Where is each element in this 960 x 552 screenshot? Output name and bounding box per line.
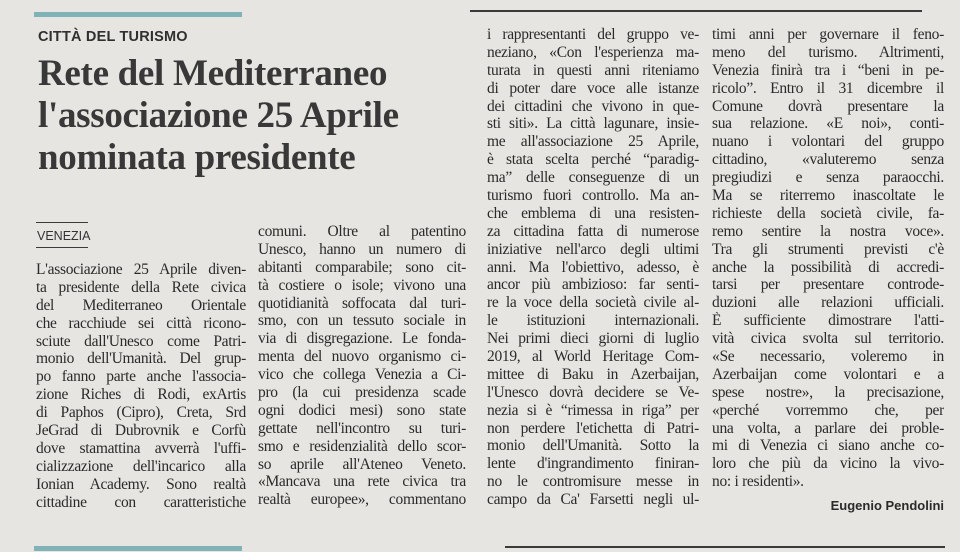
headline-line: l'associazione 25 Aprile (38, 95, 399, 136)
article-line: meno del turismo. Altrimenti, (712, 43, 944, 61)
article-line: via di disgregazione. Le fonda- (258, 330, 466, 348)
bottom-divider (505, 546, 945, 548)
article-line: Unesco, hanno un numero di (258, 240, 466, 258)
article-line: ta presidente della Rete civica (36, 278, 246, 296)
top-divider (470, 10, 922, 12)
article-column-1 (36, 261, 246, 511)
article-line: me all'associazione 25 Aprile, (487, 133, 699, 151)
article-line: turata in questi anni riteniamo (487, 61, 699, 79)
article-line: L'associazione 25 Aprile diven- (36, 261, 246, 278)
article-line: cittadine con caratteristiche (36, 493, 246, 511)
article-line: lente d'ingrandimento finiran- (487, 455, 699, 473)
article-line: del Mediterraneo Orientale (36, 296, 246, 314)
article-line: tà costiere o isole; vivono una (258, 276, 466, 294)
article-line: turismo fuori controllo. Ma an- (487, 187, 699, 205)
article-column-4 (712, 26, 944, 491)
section-kicker: CITTÀ DEL TURISMO (38, 29, 188, 45)
article-line: no le contromisure messe in (487, 473, 699, 491)
headline-line: nominata presidente (38, 137, 356, 178)
article-line: anche la possibilità di accredi- (712, 258, 944, 276)
article-line: Nei primi dieci giorni di luglio (487, 330, 699, 348)
article-line: di Paphos (Cipro), Creta, Srd (36, 404, 246, 422)
article-line: cializzazione dell'incarico alla (36, 457, 246, 475)
article-line: mi di Venezia ci siano anche co- (712, 437, 944, 455)
article-line: ancor più ambizioso: far senti- (487, 276, 699, 294)
article-line: iniziative nell'arco degli ultimi (487, 240, 699, 258)
section-accent-bar (34, 12, 242, 17)
article-line: menta del nuovo organismo ci- (258, 348, 466, 366)
article-line: richieste della società civile, fa- (712, 204, 944, 222)
article-line: dei cittadini che vivono in que- (487, 97, 699, 115)
article-line: Venezia finirà tra i “beni in pe- (712, 61, 944, 79)
article-line: remo sentire la nostra voce». (712, 222, 944, 240)
article-line: i rappresentanti del gruppo ve- (487, 26, 699, 43)
article-line: campo da Ca' Farsetti negli ul- (487, 491, 699, 509)
article-line: che racchiude sei città ricono- (36, 314, 246, 332)
article-line: comuni. Oltre al patentino (258, 223, 466, 240)
article-line: loro che più da vicino la vivo- (712, 455, 944, 473)
article-line: ricolo”. Entro il 31 dicembre il (712, 79, 944, 97)
article-line: dove stamattina avverrà l'uffi- (36, 439, 246, 457)
article-line: duzioni alle relazioni ufficiali. (712, 294, 944, 312)
headline-line: Rete del Mediterraneo (38, 53, 388, 94)
article-line: monio dell'Umanità. Sotto la (487, 437, 699, 455)
article-line: «Se necessario, voleremo in (712, 348, 944, 366)
article-line: zione Riches di Rodi, exArtis (36, 386, 246, 404)
article-line: Azerbaijan come volontari e a (712, 365, 944, 383)
article-line: di poter dare voce alle istanze (487, 79, 699, 97)
article-line: JeGrad di Dubrovnik e Corfù (36, 422, 246, 440)
dateline: VENEZIA (37, 229, 91, 243)
article-line: che emblema di una resisten- (487, 204, 699, 222)
bottom-accent-bar (34, 546, 242, 551)
article-line: ma” delle conseguenze di un (487, 169, 699, 187)
article-line: È sufficiente dimostrare l'atti- (712, 312, 944, 330)
article-line: mittee di Baku in Azerbaijan, (487, 365, 699, 383)
article-line: smo e residenzialità dello scor- (258, 437, 466, 455)
article-line: spese nostre», la precisazione, (712, 383, 944, 401)
article-line: una volta, a parlare dei proble- (712, 419, 944, 437)
article-line: Ma se riterremo inascoltate le (712, 187, 944, 205)
article-line: sua relazione. «E noi», conti- (712, 115, 944, 133)
article-line: realtà europee», commentano (258, 491, 466, 509)
article-line: abitanti comparabile; sono cit- (258, 258, 466, 276)
article-line: no: i residenti». (712, 473, 804, 491)
byline: Eugenio Pendolini (830, 498, 944, 513)
article-line: re la voce della società civile al- (487, 294, 699, 312)
article-line: l'Unesco dovrà decidere se Ve- (487, 383, 699, 401)
article-line: è stata scelta perché “paradig- (487, 151, 699, 169)
article-line: nezia si è “rimessa in riga” per (487, 401, 699, 419)
article-line: timi anni per governare il feno- (712, 26, 944, 43)
article-line: ogni dodici mesi) sono state (258, 401, 466, 419)
article-line: gettate nell'incontro su turi- (258, 419, 466, 437)
article-line: neziano, «Con l'esperienza ma- (487, 43, 699, 61)
article-line: «perché vorremmo che, per (712, 401, 944, 419)
article-line: vità civica svolta sul territorio. (712, 330, 944, 348)
article-line: anni. Ma l'obiettivo, adesso, è (487, 258, 699, 276)
article-line: pro (la cui presidenza scade (258, 384, 466, 402)
article-line: sciute dall'Unesco come Patri- (36, 332, 246, 350)
article-line: Comune dovrà presentare la (712, 97, 944, 115)
article-line: Tra gli strumenti previsti c'è (712, 240, 944, 258)
article-line: so aprile all'Ateneo Veneto. (258, 455, 466, 473)
article-line: tarsi per presentare controde- (712, 276, 944, 294)
article-line: vico che collega Venezia a Ci- (258, 366, 466, 384)
article-line: za cittadina fatta di numerose (487, 222, 699, 240)
article-line: 2019, al World Heritage Com- (487, 348, 699, 366)
dateline-rule-top (36, 222, 88, 223)
article-line: smo, con un tessuto sociale in (258, 312, 466, 330)
article-line: monio dell'Umanità. Del grup- (36, 350, 246, 368)
article-column-2 (258, 223, 466, 509)
dateline-rule-bottom (36, 247, 88, 248)
article-line: pregiudizi e senza paraocchi. (712, 169, 944, 187)
article-line: le istituzioni internazionali. (487, 312, 699, 330)
article-line: non perdere l'etichetta di Patri- (487, 419, 699, 437)
article-column-3 (487, 26, 699, 509)
article-line: quotidianità soffocata dal turi- (258, 294, 466, 312)
article-line: cittadino, «valuteremo senza (712, 151, 944, 169)
article-line: Ionian Academy. Sono realtà (36, 475, 246, 493)
article-line: «Mancava una rete civica tra (258, 473, 466, 491)
article-line: nuano i volontari del gruppo (712, 133, 944, 151)
headline (38, 53, 399, 179)
article-line: sti siti». La città lagunare, insie- (487, 115, 699, 133)
article-line: po fanno parte anche l'associa- (36, 368, 246, 386)
